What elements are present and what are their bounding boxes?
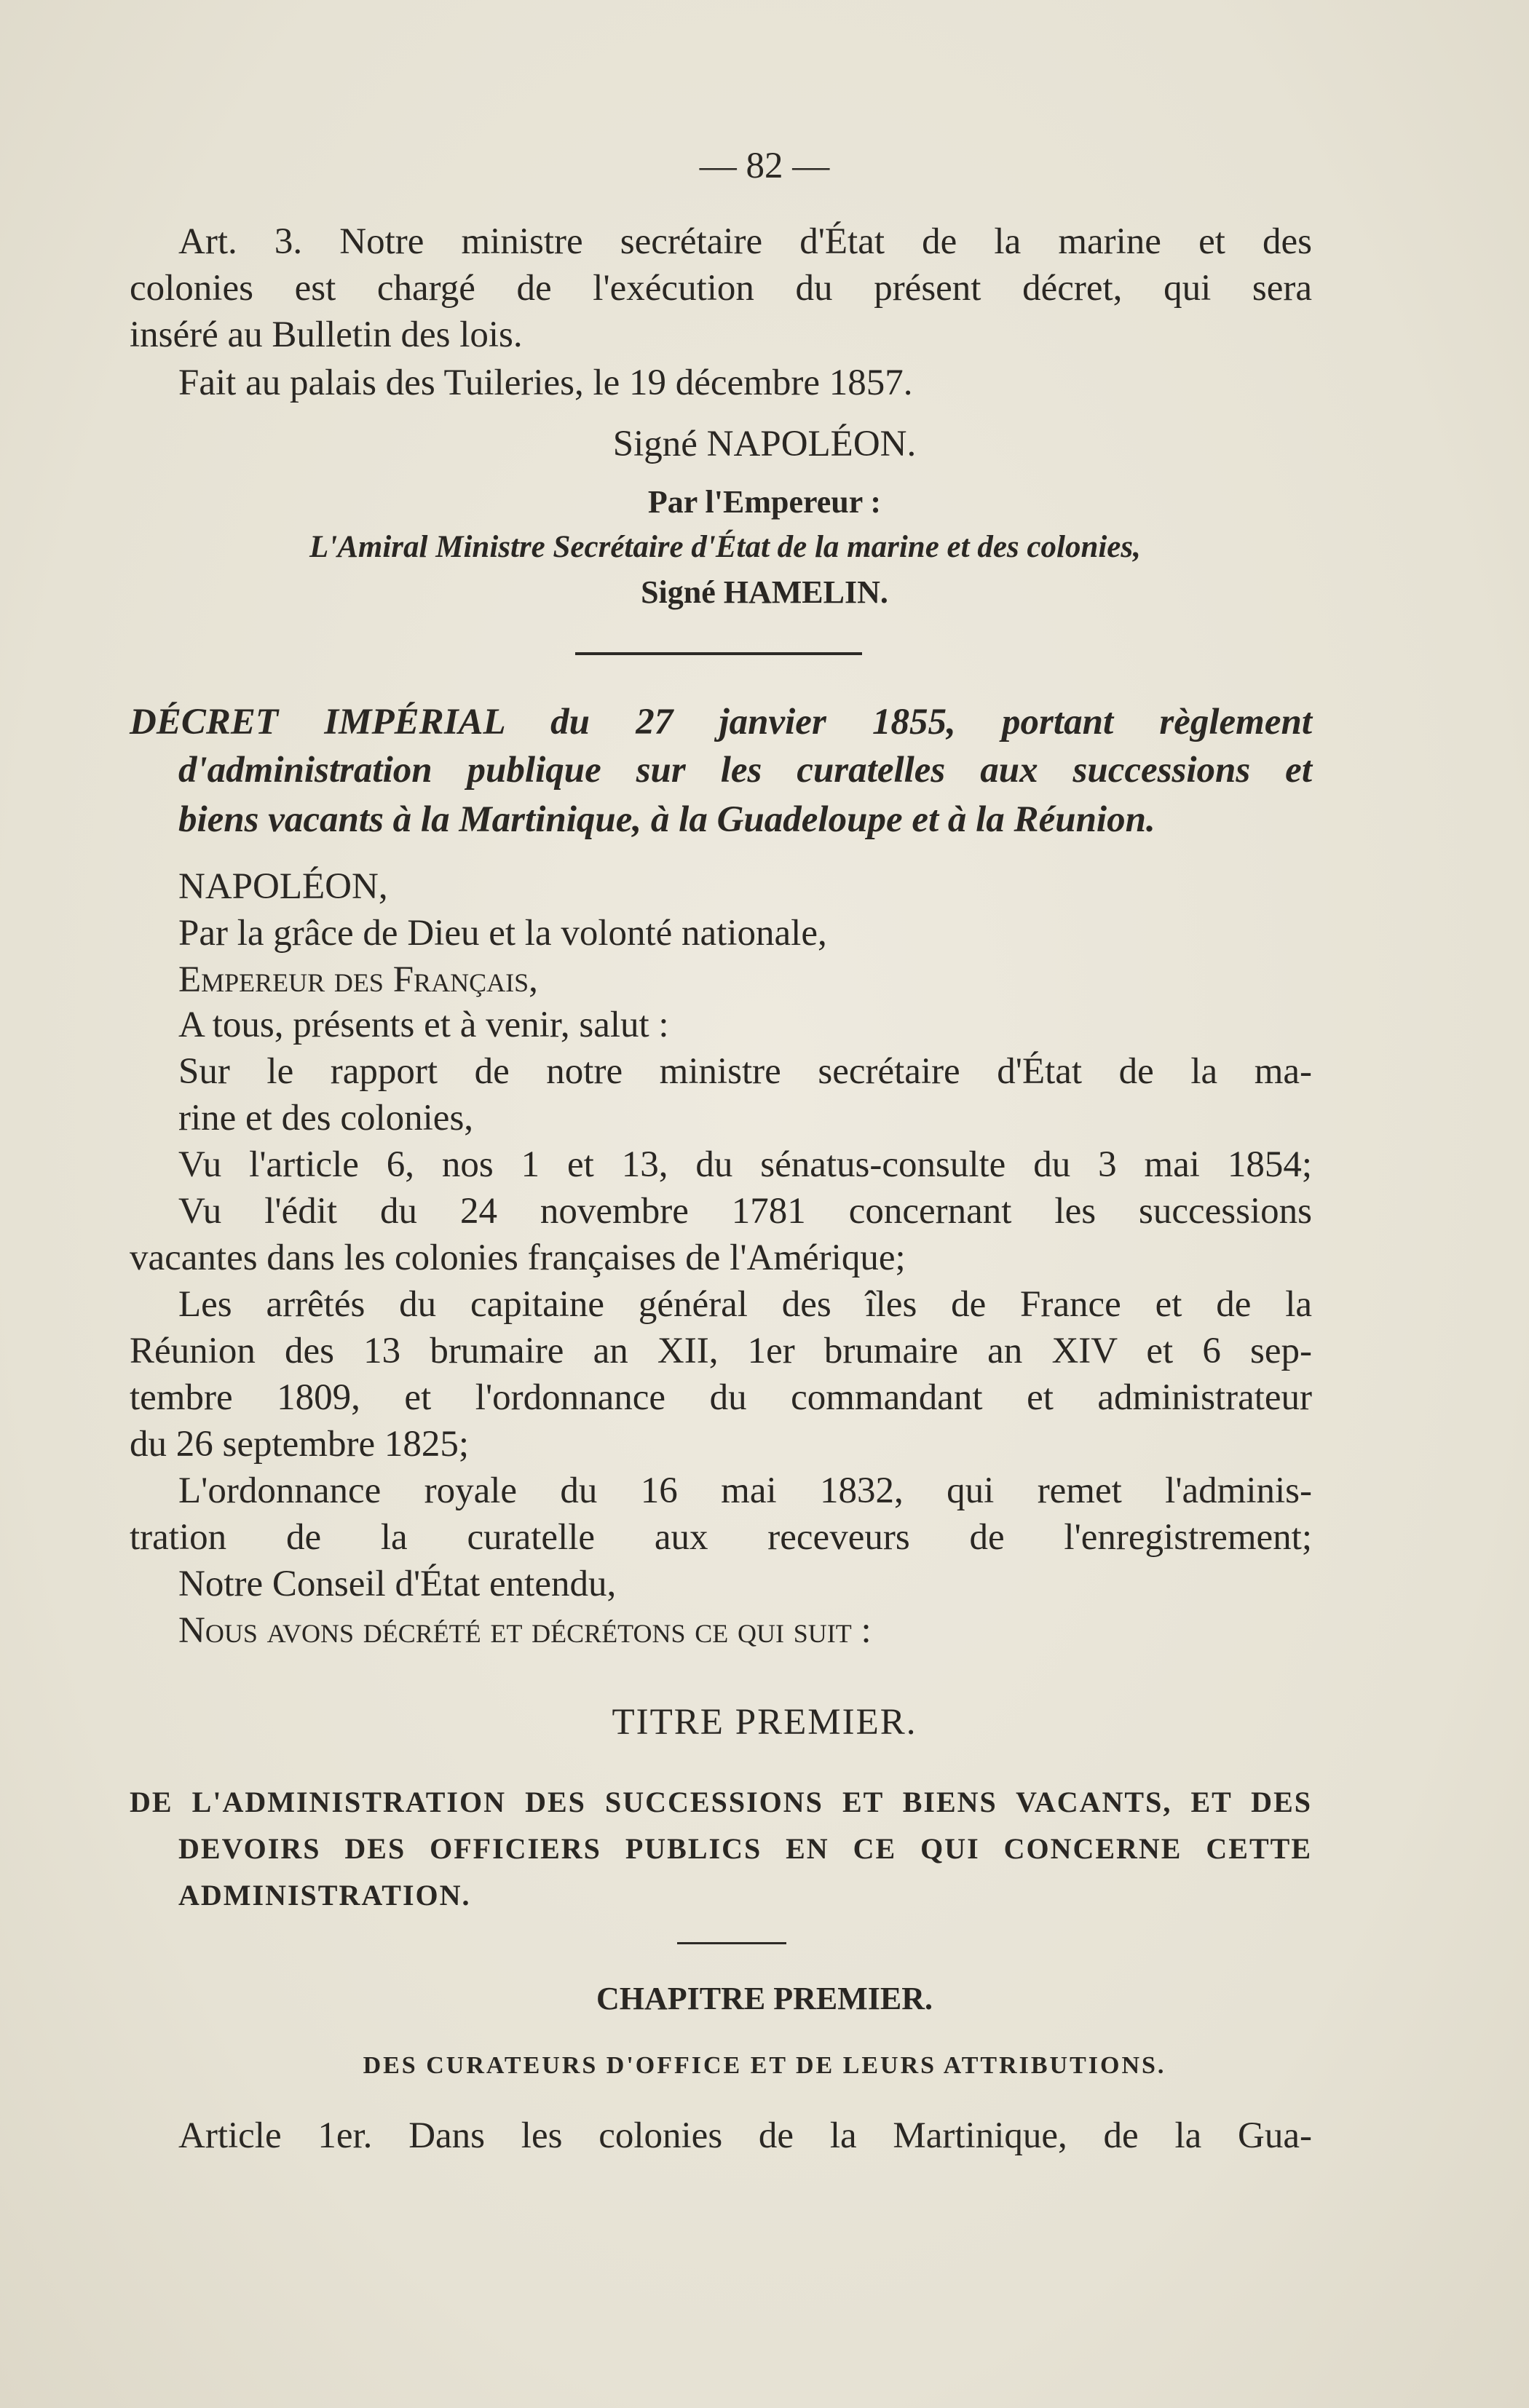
- body-line: L'ordonnance royale du 16 mai 1832, qui remet l'adminis-: [178, 1470, 1312, 1511]
- body-line: du 26 septembre 1825;: [130, 1424, 469, 1465]
- amiral-line: L'Amiral Ministre Secrétaire d'État de la marine et des colonies,: [309, 530, 1141, 564]
- decree-title-line-1: DÉCRET IMPÉRIAL du 27 janvier 1855, portant règlement: [130, 702, 1312, 742]
- page-number: — 82 —: [699, 146, 830, 186]
- titre-premier: TITRE PREMIER.: [612, 1702, 917, 1743]
- fait-line: Fait au palais des Tuileries, le 19 décembre 1857.: [178, 363, 913, 403]
- body-line: Vu l'article 6, nos 1 et 13, du sénatus-consulte du 3 mai 1854;: [178, 1144, 1312, 1185]
- par-empereur: Par l'Empereur :: [647, 484, 882, 520]
- body-line: vacantes dans les colonies françaises de l'Amérique;: [130, 1237, 906, 1278]
- signe-napoleon: Signé NAPOLÉON.: [612, 424, 917, 464]
- article3-line-2: colonies est chargé de l'exécution du présent décret, qui sera: [130, 268, 1312, 309]
- body-line: Sur le rapport de notre ministre secrétaire d'État de la ma-: [178, 1051, 1312, 1092]
- article1-line: Article 1er. Dans les colonies de la Martinique, de la Gua-: [178, 2115, 1312, 2156]
- titre-subtitle-line-1: DE L'ADMINISTRATION DES SUCCESSIONS ET BIENS VACANTS, ET DES: [130, 1786, 1312, 1818]
- body-line: Vu l'édit du 24 novembre 1781 concernant les successions: [178, 1191, 1312, 1232]
- signe-hamelin: Signé HAMELIN.: [641, 574, 888, 610]
- titre-subtitle-line-3: ADMINISTRATION.: [178, 1879, 471, 1912]
- chapitre-subtitle: DES CURATEURS D'OFFICE ET DE LEURS ATTRIBUTIONS.: [363, 2052, 1166, 2079]
- body-line: tration de la curatelle aux receveurs de l'enregistrement;: [130, 1517, 1312, 1558]
- salut-line: A tous, présents et à venir, salut :: [178, 1005, 669, 1045]
- empereur-line: Empereur des Français,: [178, 959, 538, 1000]
- body-line: Réunion des 13 brumaire an XII, 1er brumaire an XIV et 6 sep-: [130, 1331, 1312, 1371]
- chapter-divider: [677, 1942, 786, 1944]
- article3-line-1: Art. 3. Notre ministre secrétaire d'État de la marine et des: [178, 221, 1312, 262]
- decree-title-line-2: d'administration publique sur les curatelles aux successions et: [178, 750, 1312, 791]
- decree-title-line-3: biens vacants à la Martinique, à la Guadeloupe et à la Réunion.: [178, 799, 1155, 840]
- body-line: Les arrêtés du capitaine général des îles de France et de la: [178, 1284, 1312, 1325]
- body-line: Notre Conseil d'État entendu,: [178, 1564, 617, 1604]
- body-line: tembre 1809, et l'ordonnance du commandant et administrateur: [130, 1377, 1312, 1418]
- chapitre-premier: CHAPITRE PREMIER.: [596, 1981, 933, 2016]
- grace-line: Par la grâce de Dieu et la volonté nationale,: [178, 913, 827, 954]
- body-line: Nous avons décrété et décrétons ce qui suit :: [178, 1610, 872, 1651]
- napoleon-heading: NAPOLÉON,: [178, 866, 388, 907]
- section-divider: [575, 652, 862, 655]
- article3-line-3: inséré au Bulletin des lois.: [130, 314, 523, 355]
- body-line: rine et des colonies,: [178, 1098, 474, 1138]
- titre-subtitle-line-2: DEVOIRS DES OFFICIERS PUBLICS EN CE QUI CONCERNE CETTE: [178, 1832, 1312, 1865]
